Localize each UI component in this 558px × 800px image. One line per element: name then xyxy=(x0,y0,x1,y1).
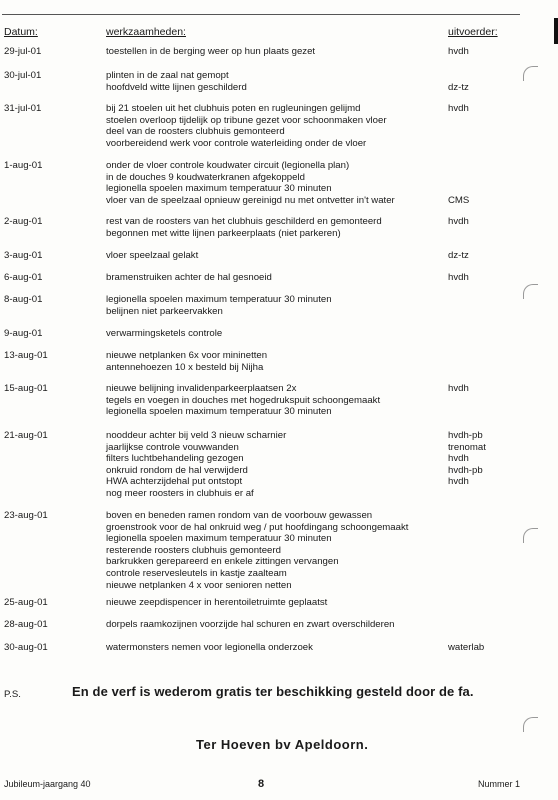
performer-line: hvdh-pb xyxy=(448,464,483,476)
entry-work xyxy=(106,642,441,654)
entry-work xyxy=(106,383,441,418)
entry-work xyxy=(106,216,441,239)
work-line: bij 21 stoelen uit het clubhuis poten en rugleuningen gelijmd xyxy=(106,103,361,114)
work-line: legionella spoelen maximum temperatuur 30 minuten xyxy=(106,406,332,418)
entry-date: 31-jul-01 xyxy=(4,103,42,114)
performer-line xyxy=(448,172,518,184)
performer-line xyxy=(448,488,518,500)
entry-work xyxy=(106,272,441,284)
work-line: nog meer roosters in clubhuis er af xyxy=(106,487,254,499)
performer-line: CMS xyxy=(448,194,470,206)
work-line: boven en beneden ramen rondom van de voorbouw gewassen xyxy=(106,510,373,521)
performer-line: hvdh xyxy=(448,216,469,227)
performer-line xyxy=(448,556,518,568)
work-line: verwarmingsketels controle xyxy=(106,328,223,339)
performer-line xyxy=(448,362,518,374)
work-line: nieuwe netplanken 6x voor mininetten xyxy=(106,350,268,361)
performer-line: dz-tz xyxy=(448,250,469,261)
column-header-date: Datum: xyxy=(4,26,38,38)
entry-work xyxy=(106,294,441,317)
performer-line: hvdh xyxy=(448,272,469,283)
performer-line: trenomat xyxy=(448,441,486,453)
work-line: nooddeur achter bij veld 3 nieuw scharnier xyxy=(106,430,287,441)
performer-line xyxy=(448,568,518,580)
work-line: plinten in de zaal nat gemopt xyxy=(106,70,229,81)
performer-line: hvdh-pb xyxy=(448,430,483,441)
entry-work xyxy=(106,46,441,58)
work-line: vloer van de speelzaal opnieuw gereinigd nu met ontvetter in't water xyxy=(106,194,395,206)
performer-line: waterlab xyxy=(448,642,485,653)
work-line: rest van de roosters van het clubhuis geschilderd en gemonteerd xyxy=(106,216,382,227)
work-line: hoofdveld witte lijnen geschilderd xyxy=(106,81,247,93)
work-line: barkrukken gerepareerd en enkele zittingen vervangen xyxy=(106,556,339,568)
entry-work xyxy=(106,510,441,591)
performer-line xyxy=(448,350,518,362)
entry-date: 23-aug-01 xyxy=(4,510,48,521)
entry-date: 3-aug-01 xyxy=(4,250,43,261)
entry-performer xyxy=(448,46,518,58)
work-line: bramenstruiken achter de hal gesnoeid xyxy=(106,272,272,283)
work-line: jaarlijkse controle vouwwanden xyxy=(106,441,239,453)
entry-performer xyxy=(448,510,518,591)
scan-edge-mark xyxy=(554,18,558,44)
performer-line xyxy=(448,510,518,522)
punch-hole-mark xyxy=(523,66,538,81)
performer-line xyxy=(448,619,518,631)
work-line: HWA achterzijdehal put ontstopt xyxy=(106,476,243,488)
performer-line xyxy=(448,126,518,138)
work-line: voorbereidend werk voor controle waterleiding onder de vloer xyxy=(106,137,367,149)
entry-performer xyxy=(448,103,518,149)
work-line: controle reservesleutels in kastje zaalteam xyxy=(106,567,287,579)
work-line: toestellen in de berging weer op hun plaats gezet xyxy=(106,46,316,57)
entry-date: 28-aug-01 xyxy=(4,619,48,630)
performer-line xyxy=(448,580,518,592)
entry-work xyxy=(106,103,441,149)
entry-work xyxy=(106,350,441,373)
work-line: begonnen met witte lijnen parkeerplaats (niet parkeren) xyxy=(106,227,341,239)
work-line: deel van de roosters clubhuis gemonteerd xyxy=(106,126,285,138)
work-line: groenstrook voor de hal onkruid weg / put hoofdingang schoongemaakt xyxy=(106,521,409,533)
work-line: in de douches 9 koudwaterkranen afgekoppeld xyxy=(106,171,305,183)
work-line: onkruid rondom de hal verwijderd xyxy=(106,464,248,476)
entry-date: 13-aug-01 xyxy=(4,350,48,361)
performer-line xyxy=(448,328,518,340)
performer-line xyxy=(448,522,518,534)
column-header-work: werkzaamheden: xyxy=(106,26,186,38)
performer-line xyxy=(448,160,518,172)
entry-date: 30-jul-01 xyxy=(4,70,42,81)
work-line: onder de vloer controle koudwater circuit (legionella plan) xyxy=(106,160,350,171)
performer-line xyxy=(448,306,518,318)
entry-work xyxy=(106,619,441,631)
performer-line xyxy=(448,115,518,127)
page-number: 8 xyxy=(258,778,265,790)
performer-line xyxy=(448,533,518,545)
punch-hole-mark xyxy=(523,717,538,732)
performer-line: hvdh xyxy=(448,103,469,114)
performer-line: dz-tz xyxy=(448,81,469,93)
performer-line: hvdh xyxy=(448,476,469,488)
performer-line xyxy=(448,545,518,557)
work-line: antennehoezen 10 x besteld bij Nijha xyxy=(106,361,264,373)
entry-work xyxy=(106,70,441,93)
work-line: vloer speelzaal gelakt xyxy=(106,250,199,261)
entry-date: 8-aug-01 xyxy=(4,294,43,305)
performer-line xyxy=(448,228,518,240)
work-line: belijnen niet parkeervakken xyxy=(106,305,223,317)
entry-date: 2-aug-01 xyxy=(4,216,43,227)
entry-work xyxy=(106,430,441,500)
work-line: tegels en voegen in douches met hogedrukspuit schoongemaakt xyxy=(106,394,381,406)
entry-performer xyxy=(448,216,518,239)
entry-performer xyxy=(448,350,518,373)
performer-line: hvdh xyxy=(448,453,469,465)
work-line: nieuwe belijning invalidenparkeerplaatsen 2x xyxy=(106,383,297,394)
entry-date: 25-aug-01 xyxy=(4,597,48,608)
entry-work xyxy=(106,250,441,262)
performer-line xyxy=(448,406,518,418)
entry-work xyxy=(106,597,441,609)
entry-performer xyxy=(448,294,518,317)
performer-line: hvdh xyxy=(448,383,469,394)
top-rule xyxy=(2,14,520,15)
entry-date: 21-aug-01 xyxy=(4,430,48,441)
entry-performer xyxy=(448,328,518,340)
work-line: resterende roosters clubhuis gemonteerd xyxy=(106,544,281,556)
entry-performer xyxy=(448,430,518,500)
entry-performer xyxy=(448,272,518,284)
column-header-who: uitvoerder: xyxy=(448,26,498,38)
entry-performer xyxy=(448,250,518,262)
ps-text: En de verf is wederom gratis ter beschikking gesteld door de fa. xyxy=(72,684,474,699)
work-line: dorpels raamkozijnen voorzijde hal schuren en zwart overschilderen xyxy=(106,619,395,630)
work-line: stoelen overloop tijdelijk op tribune gezet voor schoonmaken vloer xyxy=(106,114,387,126)
work-line: nieuwe zeepdispencer in herentoiletruimte geplaatst xyxy=(106,597,328,608)
entry-date: 1-aug-01 xyxy=(4,160,43,171)
punch-hole-mark xyxy=(523,284,538,299)
performer-line xyxy=(448,183,518,195)
footer-volume: Jubileum-jaargang 40 xyxy=(4,779,91,789)
work-line: legionella spoelen maximum temperatuur 30 minuten xyxy=(106,183,332,195)
performer-line xyxy=(448,138,518,150)
entry-date: 6-aug-01 xyxy=(4,272,43,283)
entry-performer xyxy=(448,597,518,609)
work-line: legionella spoelen maximum temperatuur 30 minuten xyxy=(106,294,332,305)
entry-date: 30-aug-01 xyxy=(4,642,48,653)
entry-date: 29-jul-01 xyxy=(4,46,42,57)
entry-performer xyxy=(448,619,518,631)
ps-label: P.S. xyxy=(4,689,21,700)
performer-line xyxy=(448,395,518,407)
work-line: watermonsters nemen voor legionella onderzoek xyxy=(106,642,313,653)
entry-date: 15-aug-01 xyxy=(4,383,48,394)
entry-performer xyxy=(448,642,518,654)
work-line: filters luchtbehandeling gezogen xyxy=(106,453,244,465)
entry-date: 9-aug-01 xyxy=(4,328,43,339)
work-line: nieuwe netplanken 4 x voor senioren netten xyxy=(106,579,292,591)
performer-line xyxy=(448,70,518,82)
entry-performer xyxy=(448,383,518,418)
performer-line: hvdh xyxy=(448,46,469,57)
footer-issue: Nummer 1 xyxy=(478,779,521,789)
entry-work xyxy=(106,160,441,206)
work-line: legionella spoelen maximum temperatuur 30 minuten xyxy=(106,533,332,545)
sponsor-name: Ter Hoeven bv Apeldoorn. xyxy=(196,737,369,752)
performer-line xyxy=(448,597,518,609)
punch-hole-mark xyxy=(523,528,538,543)
entry-performer xyxy=(448,160,518,206)
performer-line xyxy=(448,294,518,306)
entry-performer xyxy=(448,70,518,93)
entry-work xyxy=(106,328,441,340)
